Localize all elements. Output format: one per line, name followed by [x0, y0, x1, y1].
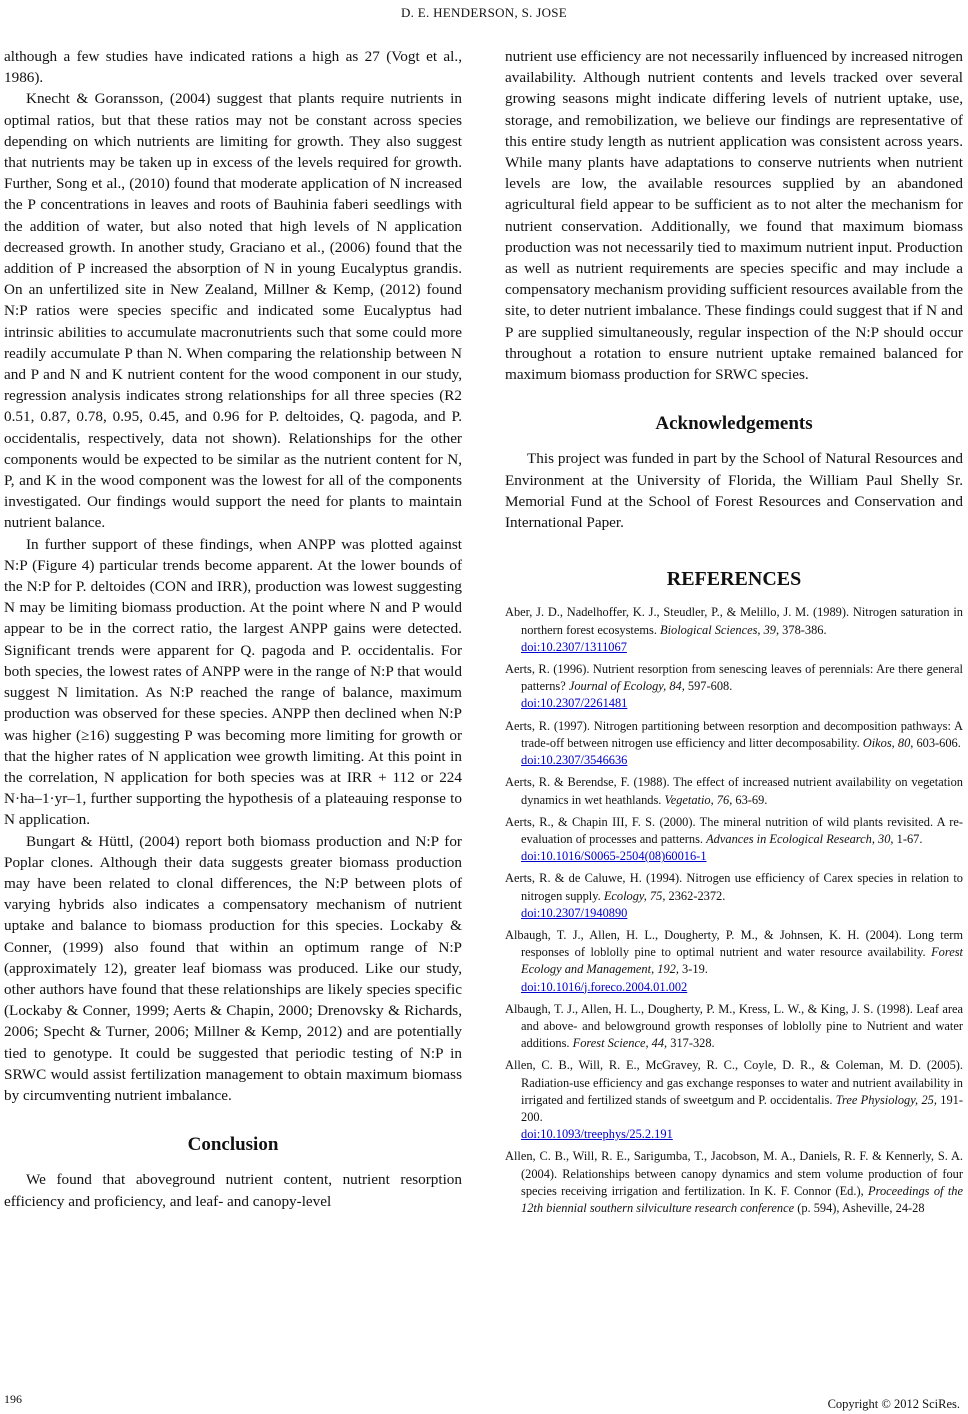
reference-pages: 378-386. — [779, 622, 827, 637]
reference-citation: Aerts, R. & Berendse, F. (1988). The effect of increased nutrient availability on vegetation dynamics in wet heathlands. — [505, 775, 963, 807]
doi-link[interactable]: doi:10.2307/3546636 — [521, 753, 628, 768]
reference-item — [505, 927, 963, 996]
reference-journal: Tree Physiology, 25, — [835, 1092, 937, 1107]
reference-journal: Ecology, 75, — [603, 888, 666, 903]
reference-journal: Advances in Ecological Research, 30, — [706, 831, 894, 846]
reference-journal: Biological Sciences, 39, — [660, 622, 780, 637]
reference-item — [505, 1001, 963, 1053]
reference-item — [505, 1057, 963, 1143]
doi-link[interactable]: doi:10.2307/2261481 — [521, 696, 628, 711]
reference-pages: 3-19. — [678, 962, 708, 977]
reference-pages: 317-328. — [667, 1036, 715, 1051]
right-column — [505, 46, 963, 1222]
reference-citation: Allen, C. B., Will, R. E., McGravey, R. C., Coyle, D. R., & Coleman, M. D. (2005). Radiation-use efficiency and gas exchange responses to water and nutrient availability in irrigated and fertilized stands of sweetgum and P. occidentalis. — [505, 1058, 963, 1107]
references-heading: REFERENCES — [666, 568, 802, 591]
reference-pages: 597-608. — [684, 679, 733, 694]
copyright-notice: Copyright © 2012 SciRes. — [827, 1397, 960, 1411]
doi-link[interactable]: doi:10.1016/S0065-2504(08)60016-1 — [521, 849, 707, 864]
reference-journal: Vegetatio, 76, — [664, 792, 733, 807]
doi-link[interactable]: doi:10.1093/treephys/25.2.191 — [521, 1127, 673, 1142]
paragraph: nutrient use efficiency are not necessarily influenced by increased nitrogen availability. Although nutrient contents and levels tracked over several growing seasons might indicate differing levels of nutrient uptake, use, storage, and remobilization, we believe our findings are representative of this entire study length as nutrient application was consistent across years. While many plants have adaptations to conserve nutrients when nutrient levels are low, the available resources supplied by an abandoned agricultural field appear to be sufficient as to not alter the mechanism for nutrient conservation. Additionally, we found that maximum biomass production was not necessarily tied to maximum nutrient input. Production as well as nutrient requirements are species specific and may include a compensatory mechanism providing sufficient resources available from the site, to deter nutrient imbalance. These findings could suggest that if N and P are supplied simultaneously, regular inspection of the N:P should occur throughout a rotation to ensure nutrient uptake remained balanced for maximum biomass production for SRWC species. — [505, 48, 963, 384]
reference-citation: Albaugh, T. J., Allen, H. L., Dougherty, P. M., Kress, L. W., & King, J. S. (1998). Leaf area and above- and belowground growth responses of loblolly pine to Nutrient and water additions. — [505, 1001, 963, 1051]
reference-item — [505, 774, 963, 808]
paragraph: although a few studies have indicated rations a high as 27 (Vogt et al., 1986). — [4, 48, 462, 87]
reference-item — [505, 814, 963, 866]
paragraph: In further support of these findings, when ANPP was plotted against N:P (Figure 4) particular trends become apparent. At the lower bounds of the N:P for P. deltoides (CON and IRR), production was lowest suggesting N may be limiting biomass production. At the point where N and P would appear to be in the correct ratio, the largest ANPP gains were detected. Significant trends were apparent for Q. pagoda and P. occidentalis. For both species, the lowest rates of ANPP were in the range of N:P that would suggest N limitation. As N:P reached the range of balance, maximum production was observed for these species. ANPP then declined when N:P was higher (≥16) suggesting P was becoming more limiting for growth or that the higher rates of N application wee growth limiting. At this point in the correlation, N application for both species was at IRR + 112 or 224 N·ha–1·yr–1, further supporting the hypothesis of a plateauing response to N application. — [4, 535, 462, 829]
paragraph: Bungart & Hüttl, (2004) report both biomass production and N:P for Poplar clones. Although their data suggests greater biomass production may have been related to clonal differences, the N:P between plots of varying hybrids also indicates a compensatory mechanism of nutrient uptake and balance to biomass production for this species. Lockaby & Conner, (1999) also found that within an optimum range of N:P (approximately 12), greater leaf biomass was produced. Like our study, other authors have found that these relationships are likely species specific (Lockaby & Conner, 1999; Aerts & Chapin, 2000; Drenovsky & Richards, 2006; Specht & Turner, 2006; Millner & Kemp, 2012) and are potentially tied to genotype. It could be suggested that periodic testing of N:P in SRWC would assist fertilization management to obtain maximum biomass by circumventing nutrient imbalance. — [4, 832, 462, 1104]
reference-citation: Albaugh, T. J., Allen, H. L., Dougherty, P. M., & Johnsen, K. H. (2004). Long term responses of loblolly pine to optimal nutrient and water resource availability. — [505, 927, 963, 960]
reference-pages: 1-67. — [893, 831, 923, 846]
reference-citation: Aerts, R. (1997). Nitrogen partitioning between resorption and decomposition pathways: A trade-off between nitrogen use efficiency and litter decomposability. — [505, 718, 963, 750]
acknowledgements-heading: Acknowledgements — [655, 413, 813, 435]
reference-pages: 2362-2372. — [665, 888, 726, 903]
reference-journal: Oikos, 80, — [862, 735, 914, 750]
doi-link[interactable]: doi:10.2307/1940890 — [521, 905, 628, 920]
conclusion-paragraph: We found that aboveground nutrient content, nutrient resorption efficiency and proficiency, and leaf- and canopy-level — [4, 1171, 462, 1210]
doi-link[interactable]: doi:10.1016/j.foreco.2004.01.002 — [521, 979, 688, 994]
reference-list — [505, 604, 963, 1217]
reference-item — [505, 1148, 963, 1217]
reference-journal: Forest Science, 44, — [572, 1036, 668, 1051]
left-column — [4, 46, 462, 1212]
reference-citation: Aerts, R. (1996). Nutrient resorption from senescing leaves of perennials: Are there general patterns? — [505, 662, 963, 694]
page-number: 196 — [4, 1392, 22, 1406]
reference-pages: 63-69. — [732, 792, 768, 807]
reference-item — [505, 870, 963, 922]
reference-pages: (p. 594), Asheville, 24-28 — [794, 1200, 925, 1215]
reference-pages: 603-606. — [913, 735, 961, 750]
reference-citation: Aber, J. D., Nadelhoffer, K. J., Steudler, P., & Melillo, J. M. (1989). Nitrogen saturation in northern forest ecosystems. — [505, 605, 963, 637]
reference-citation: Aerts, R. & de Caluwe, H. (1994). Nitrogen use efficiency of Carex species in relation to nitrogen supply. — [505, 871, 963, 903]
conclusion-heading: Conclusion — [187, 1134, 279, 1156]
reference-item — [505, 718, 963, 770]
acknowledgements-paragraph: This project was funded in part by the School of Natural Resources and Environment at the University of Florida, the William Paul Shelly Sr. Memorial Fund at the School of Forest Resources and Conservation and International Paper. — [505, 450, 963, 532]
reference-pages: 191-200. — [521, 1092, 963, 1124]
reference-item — [505, 661, 963, 713]
reference-journal: Forest Ecology and Management, 192, — [521, 945, 963, 977]
reference-journal: Journal of Ecology, 84, — [568, 679, 685, 694]
reference-item — [505, 604, 963, 656]
running-header: D. E. HENDERSON, S. JOSE — [400, 5, 568, 20]
reference-citation: Allen, C. B., Will, R. E., Sarigumba, T., Jacobson, M. A., Daniels, R. F. & Kennerly, S. A. (2004). Relationships between canopy dynamics and stem volume production of four species receiving irrigation and fertilization. In K. F. Connor (Ed.), — [505, 1149, 963, 1198]
paragraph: Knecht & Goransson, (2004) suggest that plants require nutrients in optimal ratios, but that these ratios may not be constant across species depending on which nutrients are limiting for growth. They also suggest that nutrients may be taken up in excess of the levels required for growth. Further, Song et al., (2010) found that moderate application of N increased the P concentrations in leaves and roots of Bauhinia faberi seedlings with the addition of water, but also noted that high levels of N application decreased growth. In another study, Graciano et al., (2006) found that the addition of P increased the absorption of N in young Eucalyptus grandis. On an unfertilized site in New Zealand, Millner & Kemp, (2012) found N:P ratios were species specific and indicated some Eucalyptus had intrinsic abilities to accumulate macronutrients such that some could more readily accumulate P than N. When comparing the relationship between N and P and N and K nutrient content for the wood component in our study, regression analysis indicates strong relationships for all three species (R2 0.51, 0.87, 0.78, 0.95, 0.45, and 0.96 for P. deltoides, Q. pagoda, and P. occidentalis, respectively, data not shown). Relationships for the other components would be expected to be similar as the nutrient content for N, P, and K in the wood component was the lowest for all of the components investigated. Our findings would support the need for plants to maintain nutrient balance. — [4, 90, 462, 532]
reference-citation: Aerts, R., & Chapin III, F. S. (2000). The mineral nutrition of wild plants revisited. A re-evaluation of processes and patterns. — [505, 814, 963, 846]
doi-link[interactable]: doi:10.2307/1311067 — [521, 639, 627, 654]
reference-journal: Proceedings of the 12th biennial southern silviculture research conference — [521, 1183, 963, 1215]
